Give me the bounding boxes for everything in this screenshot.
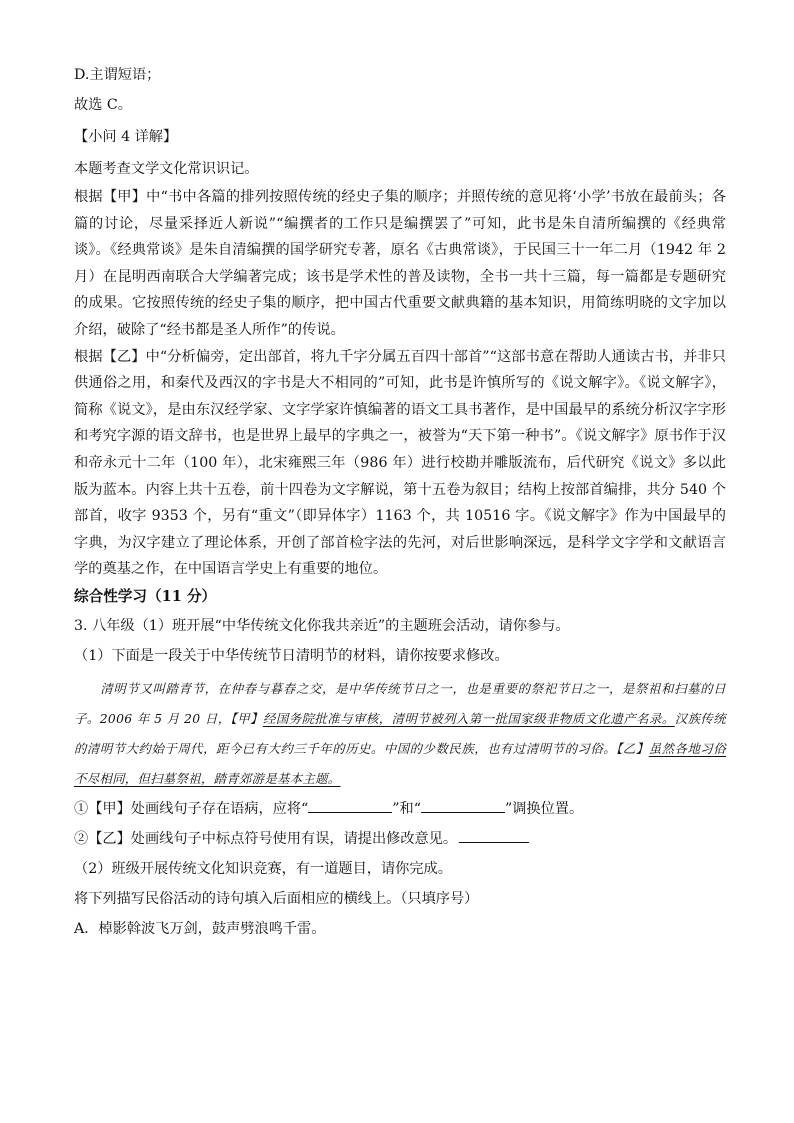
sub-question-4-heading: 【小问 4 详解】	[74, 129, 178, 145]
answer-line: 故选 C。	[74, 97, 132, 113]
item-1	[74, 797, 726, 821]
item-1-text-b: ”和“	[392, 800, 421, 817]
answer-blank-3[interactable]	[459, 827, 529, 843]
question-3-1: （1）下面是一段关于中华传统节日清明节的材料，请你按要求修改。	[74, 647, 509, 664]
item-1-text-c: ”调换位置。	[504, 800, 584, 817]
question-3: 3. 八年级（1）班开展“中华传统文化你我共亲近”的主题班会活动，请你参与。	[74, 617, 570, 634]
option-a-line: A．棹影斡波飞万剑，鼓声劈浪鸣千雷。	[74, 920, 326, 937]
analysis-paragraph-jia: 根据【甲】中“书中各篇的排列按照传统的经史子集的顺序；并照传统的意见将‘小学’书放在最前头；各篇的讨论，尽量采择近人新说”“编撰者的工作只是编撰罢了”可知，此书是朱自清所编撰的《经典常谈》。《经典常谈》是朱自清编撰的国学研究专著，原名《古典常谈》，于民国三十一年二月（1942 年 2 月）在昆明西南联合大学编著完成；该书是学术性的普及读物，全书一共十三篇，每一篇都是专题研究的成果。它按照传统的经史子集的顺序，把中国古代重要文献典籍的基本知识，用简练明晓的文字加以介绍，破除了“经书都是圣人所作”的传说。	[74, 189, 726, 338]
item-1-text-a: ①【甲】处画线句子存在语病，应将“	[74, 800, 309, 817]
qingming-material	[74, 674, 726, 794]
item-2	[74, 827, 726, 851]
exam-focus-line: 本题考查文学文化常识识记。	[74, 161, 259, 177]
instruction-line: 将下列描写民俗活动的诗句填入后面相应的横线上。（只填序号）	[74, 890, 479, 907]
analysis-paragraph-yi: 根据【乙】中“分析偏旁，定出部首，将九千字分属五百四十部首”“这部书意在帮助人通读古书，并非只供通俗之用，和秦代及西汉的字书是大不相同的”可知，此书是许慎所写的《说文解字》。《说文解字》，简称《说文》，是由东汉经学家、文字学家许慎编著的语文工具书著作，是中国最早的系统分析汉字字形和考究字源的语文辞书，也是世界上最早的字典之一，被誉为“天下第一种书”。《说文解字》原书作于汉和帝永元十二年（100 年），北宋雍熙三年（986 年）进行校勘并雕版流布，后代研究《说文》多以此版为蓝本。内容上共十五卷，前十四卷为文字解说，第十五卷为叙目；结构上按部首编排，共分 540 个部首，收字 9353 个，另有“重文”（即异体字）1163 个，共 10516 字。《说文解字》作为中国最早的字典，为汉字建立了理论体系，开创了部首检字法的先河，对后世影响深远，是科学文字学和文献语言学的奠基之作，在中国语言学史上有重要的地位。	[74, 348, 726, 578]
document-page	[74, 64, 726, 947]
answer-blank-1[interactable]	[308, 797, 392, 813]
item-2-text: ②【乙】处画线句子中标点符号使用有误，请提出修改意见。	[74, 830, 458, 847]
material-text-c: 汉族传统的清明节大约始于周代，距今已有大约三千年的历史。中国的少数民族，也有过清明节的习俗。【乙】	[74, 710, 726, 756]
material-underlined-jia: 经国务院批准与审核，清明节被列入第一批国家级非物质文化遗产名录。	[262, 710, 675, 726]
option-d-line: D.主谓短语；	[74, 67, 161, 83]
answer-blank-2[interactable]	[421, 797, 505, 813]
material-underlined-yi: 虽然各地习俗不尽相同，但扫墓祭祖，踏青郊游是基本主题。	[74, 740, 726, 786]
material-text-a: 清明节又叫踏青节，在仲春与暮春之交，是中华传统节日之一，也是重要的祭祀节日之一，是祭祖和扫墓的日子。2006 年 5 月 20 日，【甲】	[74, 680, 726, 726]
section-title: 综合性学习（11 分）	[74, 587, 217, 605]
question-3-2: （2）班级开展传统文化知识竞赛，有一道题目，请你完成。	[74, 860, 452, 877]
